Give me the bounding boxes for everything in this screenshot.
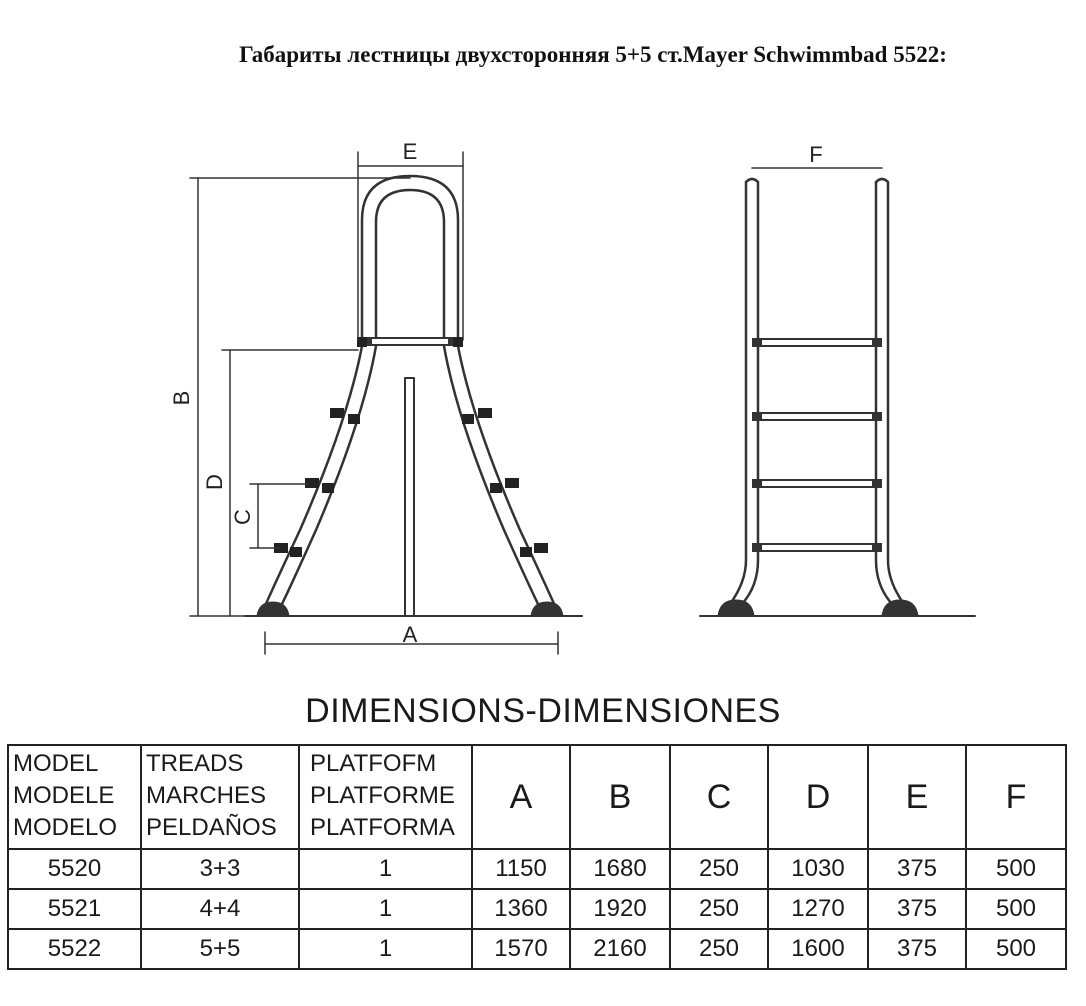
- label-E: E: [402, 139, 418, 164]
- header-D: D: [768, 745, 868, 849]
- side-view-ladder: [257, 176, 563, 616]
- label-A: A: [402, 622, 418, 647]
- header-C: C: [670, 745, 768, 849]
- cell-platform: 1: [299, 929, 472, 969]
- label-C: C: [230, 509, 255, 525]
- cell-B: 1920: [570, 889, 670, 929]
- table-row: [8, 849, 1066, 889]
- table-title: DIMENSIONS-DIMENSIONES: [305, 692, 781, 730]
- cell-model: 5522: [8, 929, 141, 969]
- header-F: F: [966, 745, 1066, 849]
- label-D: D: [202, 474, 227, 490]
- cell-E: 375: [868, 889, 966, 929]
- cell-D: 1600: [768, 929, 868, 969]
- header-model: MODEL MODELE MODELO: [8, 745, 141, 849]
- header-E: E: [868, 745, 966, 849]
- cell-D: 1270: [768, 889, 868, 929]
- cell-model: 5520: [8, 849, 141, 889]
- cell-model: 5521: [8, 889, 141, 929]
- page-title: Габариты лестницы двухсторонняя 5+5 ст.Mayer Schwimmbad 5522:: [239, 42, 947, 67]
- cell-treads: 4+4: [141, 889, 299, 929]
- cell-C: 250: [670, 849, 768, 889]
- label-F: F: [809, 142, 823, 167]
- cell-A: 1150: [472, 849, 570, 889]
- cell-D: 1030: [768, 849, 868, 889]
- cell-C: 250: [670, 889, 768, 929]
- cell-F: 500: [966, 889, 1066, 929]
- cell-platform: 1: [299, 889, 472, 929]
- cell-E: 375: [868, 849, 966, 889]
- cell-F: 500: [966, 929, 1066, 969]
- front-view-ladder: [718, 179, 918, 616]
- header-platform: PLATFOFM PLATFORME PLATFORMA: [299, 745, 472, 849]
- cell-A: 1570: [472, 929, 570, 969]
- cell-F: 500: [966, 849, 1066, 889]
- cell-platform: 1: [299, 849, 472, 889]
- dimensions-table: [7, 744, 1067, 970]
- header-A: A: [472, 745, 570, 849]
- header-treads: TREADS MARCHES PELDAÑOS: [141, 745, 299, 849]
- label-B: B: [169, 390, 194, 406]
- cell-C: 250: [670, 929, 768, 969]
- table-row: [8, 889, 1066, 929]
- cell-B: 2160: [570, 929, 670, 969]
- table-row: [8, 929, 1066, 969]
- header-B: B: [570, 745, 670, 849]
- cell-treads: 3+3: [141, 849, 299, 889]
- table-header-row: [8, 745, 1066, 849]
- cell-B: 1680: [570, 849, 670, 889]
- cell-E: 375: [868, 929, 966, 969]
- cell-treads: 5+5: [141, 929, 299, 969]
- cell-A: 1360: [472, 889, 570, 929]
